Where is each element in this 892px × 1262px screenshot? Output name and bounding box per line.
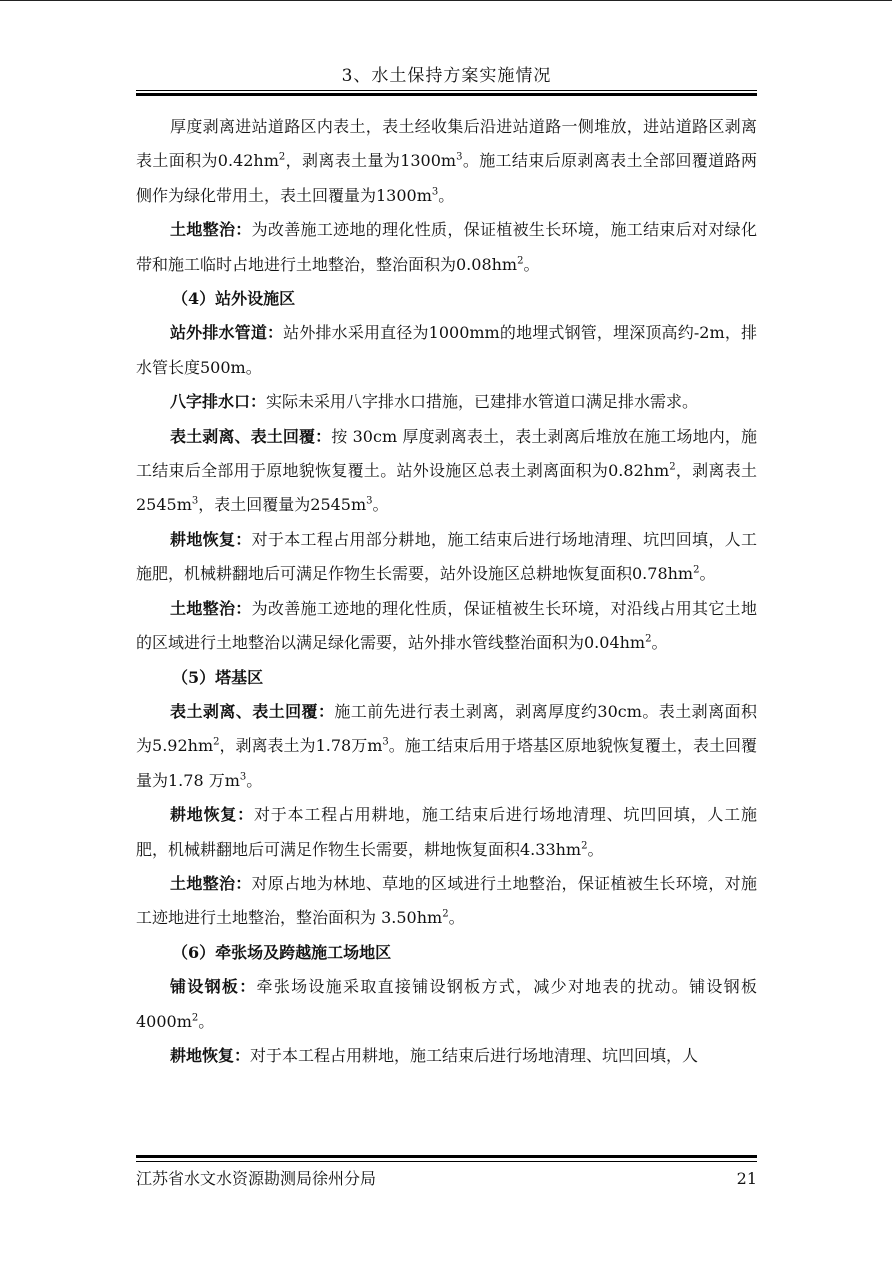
paragraph (136, 592, 757, 661)
paragraph (136, 213, 757, 282)
paragraph (136, 867, 757, 936)
paragraph-lead: 表土剥离、表土回覆： (170, 426, 332, 446)
paragraph-lead: 耕地恢复： (170, 805, 254, 825)
paragraph-text: 对原占地为林地、草地的区域进行土地整治，保证植被生长环境，对施工迹地进行土地整治，整治面积为 $3.50hm^2$。 (136, 873, 757, 928)
header-rule-thick (136, 93, 757, 96)
paragraph-lead: 土地整治： (170, 220, 252, 240)
paragraph-text: 对于本工程占用部分耕地，施工结束后进行场地清理、坑凹回填，人工施肥，机械耕翻地后可满足作物生长需要，站外设施区总耕地恢复面积$0.78hm^2$。 (136, 529, 757, 584)
section-heading: （6）牵张场及跨越施工场地区 (172, 942, 392, 962)
paragraph (136, 523, 757, 592)
paragraph (136, 420, 757, 523)
paragraph-text: 按 30cm 厚度剥离表土，表土剥离后堆放在施工场地内，施工结束后全部用于原地貌恢复覆土。站外设施区总表土剥离面积为$0.82hm^2$，剥离表土$2545m^3$，表土回覆量为$2545m^3$。 (136, 426, 757, 515)
paragraph (136, 110, 757, 213)
paragraph-lead: 耕地恢复： (170, 529, 252, 549)
paragraph-text: 实际未采用八字排水口措施，已建排水管道口满足排水需求。 (266, 392, 699, 412)
paragraph-lead: 表土剥离、表土回覆： (170, 701, 335, 721)
paragraph (136, 695, 757, 798)
footer-organization: 江苏省水文水资源勘测局徐州分局 (136, 1169, 377, 1188)
paragraph-text: 施工前先进行表土剥离，剥离厚度约30cm。表土剥离面积为$5.92hm^2$，剥离表土为1.78万$m^3$。施工结束后用于塔基区原地貌恢复覆土，表土回覆量为1.78 万$m^3$。 (136, 701, 757, 790)
paragraph-text: 为改善施工迹地的理化性质，保证植被生长环境，对沿线占用其它土地的区域进行土地整治以满足绿化需要，站外排水管线整治面积为$0.04hm^2$。 (136, 598, 757, 653)
paragraph-lead: 土地整治： (170, 873, 252, 893)
paragraph (136, 316, 757, 385)
footer-rule-thick (136, 1155, 757, 1158)
paragraph-lead: 站外排水管道： (170, 323, 284, 343)
paragraph (136, 970, 757, 1039)
footer-rule-thin (136, 1161, 757, 1162)
paragraph (136, 1039, 757, 1073)
section-heading: （4）站外设施区 (172, 289, 296, 309)
paragraph (136, 385, 757, 419)
page-number: 21 (736, 1169, 757, 1188)
paragraph-text: 对于本工程占用耕地，施工结束后进行场地清理、坑凹回填，人工施肥，机械耕翻地后可满足作物生长需要，耕地恢复面积$4.33hm^2$。 (136, 805, 757, 859)
paragraph-text: 站外排水采用直径为1000mm的地埋式钢管，埋深顶高约-2m，排水管长度500m。 (136, 323, 757, 377)
paragraph-lead: 耕地恢复： (170, 1045, 251, 1065)
header-rule-thin (136, 90, 757, 91)
paragraph-text: 厚度剥离进站道路区内表土，表土经收集后沿进站道路一侧堆放，进站道路区剥离表土面积为$0.42hm^2$，剥离表土量为$1300m^3$。施工结束后原剥离表土全部回覆道路两侧作为绿化带用土，表土回覆量为$1300m^3$。 (136, 117, 757, 205)
top-edge-rule (0, 0, 892, 1)
paragraph (136, 798, 757, 867)
paragraph-lead: 铺设钢板： (170, 977, 257, 997)
paragraph-text: 对于本工程占用耕地，施工结束后进行场地清理、坑凹回填，人 (250, 1045, 699, 1065)
paragraph-lead: 八字排水口： (170, 392, 267, 412)
page-header-title: 3、水土保持方案实施情况 (341, 66, 552, 86)
paragraph-text: 牵张场设施采取直接铺设钢板方式，减少对地表的扰动。铺设钢板$4000m^2$。 (136, 977, 757, 1031)
paragraph-lead: 土地整治： (170, 598, 252, 618)
paragraph-text: 为改善施工迹地的理化性质，保证植被生长环境，施工结束后对对绿化带和施工临时占地进行土地整治，整治面积为$0.08hm^2$。 (136, 220, 757, 274)
body-content (136, 110, 757, 1073)
section-heading: （5）塔基区 (172, 667, 264, 687)
